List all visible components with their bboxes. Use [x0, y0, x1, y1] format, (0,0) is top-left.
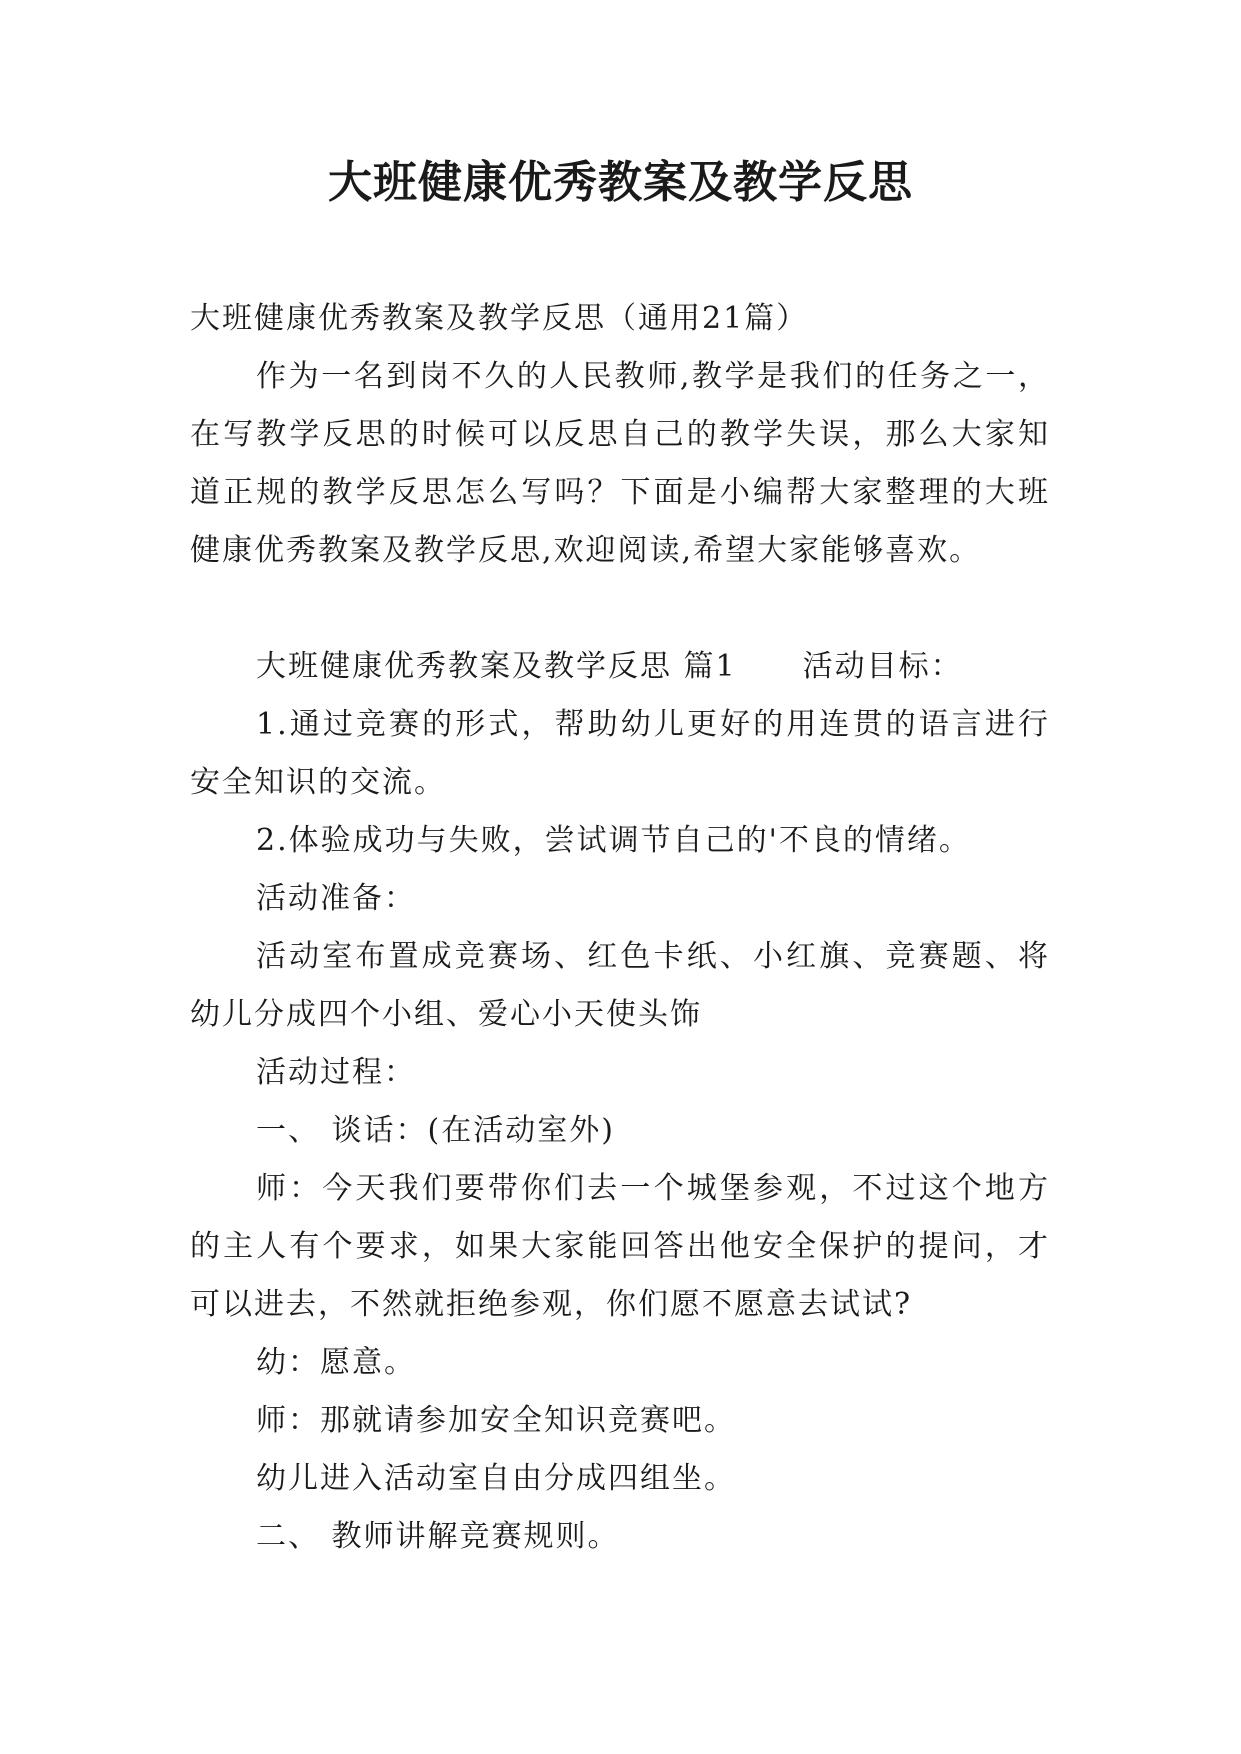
intro-paragraph: 作为一名到岗不久的人民教师,教学是我们的任务之一，在写教学反思的时候可以反思自己的教学失误，那么大家知道正规的教学反思怎么写吗？下面是小编帮大家整理的大班健康优秀教案及教学反思,欢迎阅读,希望大家能够喜欢。 — [190, 359, 1050, 568]
prep-label: 活动准备： — [256, 881, 416, 916]
document-body — [190, 290, 1050, 1566]
narration-1: 幼儿进入活动室自由分成四组坐。 — [256, 1461, 736, 1496]
paragraph-gap — [190, 580, 1050, 638]
document-subtitle: 大班健康优秀教案及教学反思（通用21篇） — [190, 301, 809, 336]
step-1: 一、 谈话：(在活动室外) — [256, 1113, 615, 1148]
goal-item-2: 2.体验成功与失败，尝试调节自己的'不良的情绪。 — [256, 823, 971, 858]
goal-label: 活动目标： — [802, 649, 963, 684]
prep-text: 活动室布置成竞赛场、红色卡纸、小红旗、竞赛题、将幼儿分成四个小组、爱心小天使头饰 — [190, 939, 1050, 1032]
teacher-line-2: 师：那就请参加安全知识竞赛吧。 — [256, 1403, 736, 1438]
teacher-line-1: 师：今天我们要带你们去一个城堡参观，不过这个地方的主人有个要求，如果大家能回答出他安全保护的提问，才可以进去，不然就拒绝参观，你们愿不愿意去试试? — [190, 1171, 1050, 1322]
document-title: 大班健康优秀教案及教学反思 — [328, 157, 913, 208]
section-heading-line — [190, 638, 1050, 696]
section-heading: 大班健康优秀教案及教学反思 篇1 — [256, 649, 737, 684]
step-2: 二、 教师讲解竞赛规则。 — [256, 1519, 620, 1554]
goal-item-1: 1.通过竞赛的形式，帮助幼儿更好的用连贯的语言进行安全知识的交流。 — [190, 707, 1050, 800]
process-label: 活动过程： — [256, 1055, 416, 1090]
child-line-1: 幼：愿意。 — [256, 1345, 416, 1380]
